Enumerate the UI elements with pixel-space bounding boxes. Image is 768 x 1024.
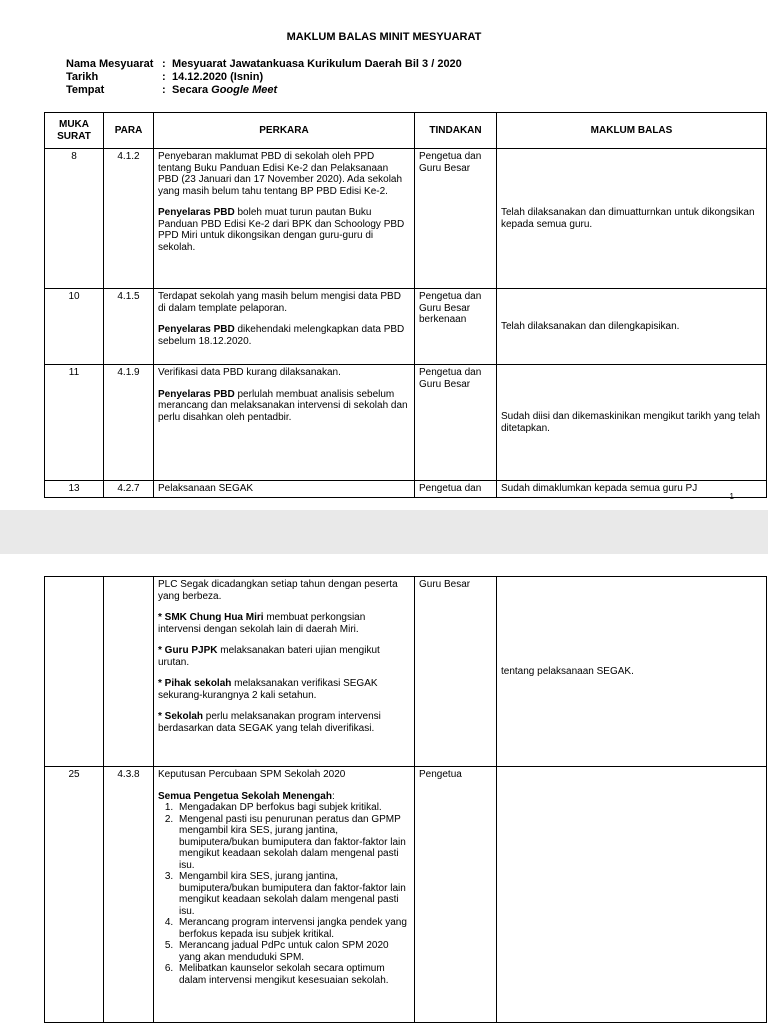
cell-maklum-balas: Sudah diisi dan dikemaskinikan mengikut tarikh yang telah ditetapkan. (497, 365, 767, 481)
meeting-date-row (66, 71, 462, 84)
cell-tindakan: Pengetua dan Guru Besar (415, 149, 497, 289)
cell-perkara (154, 577, 415, 767)
perkara-action-text: boleh muat turun pautan Buku Panduan PBD Edisi Ke-2 dari BPK dan Schoology PBD PPD Miri untuk dikongsikan dengan guru-guru di sekolah. (158, 207, 405, 253)
cell-perkara (154, 149, 415, 289)
perkara-heading (158, 791, 410, 803)
cell-para: 4.2.7 (104, 481, 154, 498)
header-para: PARA (104, 113, 154, 149)
table-header-row (45, 113, 767, 149)
table-row (45, 149, 767, 289)
perkara-text: Penyebaran maklumat PBD di sekolah oleh PPD tentang Buku Panduan Edisi Ke-2 dan Pelaksanaan PBD (23 Januari dan 17 November 2020). Ada sekolah yang masih belum tahu tentang BP PBD Edisi Ke-2. (158, 151, 403, 197)
cell-maklum-balas: Telah dilaksanakan dan dimuatturnkan untuk dikongsikan kepada semua guru. (497, 149, 767, 289)
perkara-action-subject: Penyelaras PBD (158, 207, 235, 218)
table-row (45, 289, 767, 365)
cell-para: 4.1.9 (104, 365, 154, 481)
document-title: MAKLUM BALAS MINIT MESYUARAT (286, 31, 482, 43)
header-muka-surat: MUKA SURAT (45, 113, 104, 149)
colon: : (162, 84, 166, 96)
cell-maklum-balas (497, 767, 767, 1023)
minutes-table (44, 112, 767, 498)
meeting-date-value: 14.12.2020 (Isnin) (172, 71, 264, 83)
page-number: 1 (729, 492, 734, 501)
list-item: 1. Mengadakan DP berfokus bagi subjek kritikal. (176, 802, 410, 814)
meeting-place-prefix: Secara (172, 84, 212, 96)
table-row (45, 767, 767, 1023)
perkara-action (158, 389, 410, 424)
cell-perkara (154, 767, 415, 1023)
cell-maklum-balas: tentang pelaksanaan SEGAK. (497, 577, 767, 767)
table-row (45, 577, 767, 767)
meeting-date-label: Tarikh (66, 71, 99, 83)
list-item: 3. Mengambil kira SES, jurang jantina, bumiputera/bukan bumiputera dan faktor-faktor lain mengikut keadaan sekolah dalam mengenal pasti isu. (176, 871, 410, 917)
cell-tindakan: Pengetua dan (415, 481, 497, 498)
perkara-action (158, 207, 410, 253)
perkara-point-text: membuat perkongsian intervensi dengan sekolah lain di daerah Miri. (158, 612, 366, 635)
perkara-text: PLC Segak dicadangkan setiap tahun dengan peserta yang berbeza. (158, 579, 398, 602)
meeting-name-value: Mesyuarat Jawatankuasa Kurikulum Daerah Bil 3 / 2020 (172, 58, 462, 70)
meeting-place-label: Tempat (66, 84, 105, 96)
perkara-point-text: melaksanakan verifikasi SEGAK sekurang-kurangnya 2 kali setahun. (158, 678, 378, 701)
perkara-point-text: melaksanakan bateri ujian mengikut urutan. (158, 645, 380, 668)
list-item: 2. Mengenal pasti isu penurunan peratus dan GPMP mengambil kira SES, jurang jantina, bumiputera/bukan bumiputera dan faktor-faktor lain mengikut keadaan sekolah dalam mengenal pasti isu. (176, 814, 410, 872)
perkara-point (158, 645, 410, 668)
perkara-text: Verifikasi data PBD kurang dilaksanakan. (158, 367, 341, 378)
list-item: 6. Melibatkan kaunselor sekolah secara optimum dalam intervensi mengikut kesesuaian sekolah. (176, 963, 410, 986)
cell-perkara (154, 289, 415, 365)
table-row (45, 481, 767, 498)
cell-perkara: Pelaksanaan SEGAK (154, 481, 415, 498)
perkara-action-subject: Penyelaras PBD (158, 388, 235, 400)
colon: : (162, 71, 166, 83)
minutes-table-continued (44, 576, 767, 1023)
perkara-point-subject: * Sekolah (158, 711, 204, 722)
perkara-action-text: dikehendaki melengkapkan data PBD sebelum 18.12.2020. (158, 324, 405, 347)
perkara-point-text: perlu melaksanakan program intervensi berdasarkan data SEGAK yang telah diverifikasi. (158, 711, 381, 734)
perkara-action-text: perlulah membuat analisis sebelum merancang dan melaksanakan intervensi di sekolah dan perlu disahkan oleh pentadbir. (158, 388, 408, 423)
perkara-point (158, 711, 410, 734)
cell-muka-surat: 8 (45, 149, 104, 289)
perkara-text: Terdapat sekolah yang masih belum mengisi data PBD di dalam template pelaporan. (158, 291, 401, 314)
cell-tindakan: Pengetua dan Guru Besar berkenaan (415, 289, 497, 365)
cell-maklum-balas: Sudah dimaklumkan kepada semua guru PJ (497, 481, 767, 498)
meeting-place-row (66, 84, 462, 97)
cell-muka-surat: 11 (45, 365, 104, 481)
meeting-place-value (172, 84, 277, 97)
cell-tindakan: Pengetua (415, 767, 497, 1023)
header-tindakan: TINDAKAN (415, 113, 497, 149)
colon: : (162, 58, 166, 70)
document-page-1 (0, 0, 768, 510)
perkara-text: Keputusan Percubaan SPM Sekolah 2020 (158, 769, 346, 780)
cell-maklum-balas: Telah dilaksanakan dan dilengkapisikan. (497, 289, 767, 365)
header-maklum-balas: MAKLUM BALAS (497, 113, 767, 149)
cell-muka-surat: 25 (45, 767, 104, 1023)
perkara-point-subject: * Pihak sekolah (158, 678, 232, 689)
cell-muka-surat: 10 (45, 289, 104, 365)
perkara-action-subject: Penyelaras PBD (158, 324, 235, 335)
list-item: 5. Merancang jadual PdPc untuk calon SPM 2020 yang akan menduduki SPM. (176, 940, 410, 963)
action-list (158, 802, 410, 986)
perkara-point-subject: * SMK Chung Hua Miri (158, 612, 264, 623)
cell-para: 4.1.2 (104, 149, 154, 289)
cell-perkara (154, 365, 415, 481)
perkara-action (158, 324, 410, 347)
meeting-info (66, 58, 462, 97)
list-item: 4. Merancang program intervensi jangka pendek yang berfokus kepada isu subjek kritikal. (176, 917, 410, 940)
perkara-point (158, 612, 410, 635)
header-perkara: PERKARA (154, 113, 415, 149)
perkara-point (158, 678, 410, 701)
cell-tindakan: Guru Besar (415, 577, 497, 767)
cell-tindakan: Pengetua dan Guru Besar (415, 365, 497, 481)
cell-muka-surat (45, 577, 104, 767)
perkara-heading-text: Semua Pengetua Sekolah Menengah (158, 790, 332, 802)
table-row (45, 365, 767, 481)
cell-para: 4.3.8 (104, 767, 154, 1023)
perkara-point-subject: * Guru PJPK (158, 645, 218, 656)
perkara-heading-colon: : (331, 790, 335, 802)
cell-para (104, 577, 154, 767)
meeting-place-platform: Google Meet (211, 84, 278, 96)
cell-para: 4.1.5 (104, 289, 154, 365)
meeting-name-row (66, 58, 462, 71)
meeting-name-label: Nama Mesyuarat (66, 58, 154, 70)
cell-muka-surat: 13 (45, 481, 104, 498)
